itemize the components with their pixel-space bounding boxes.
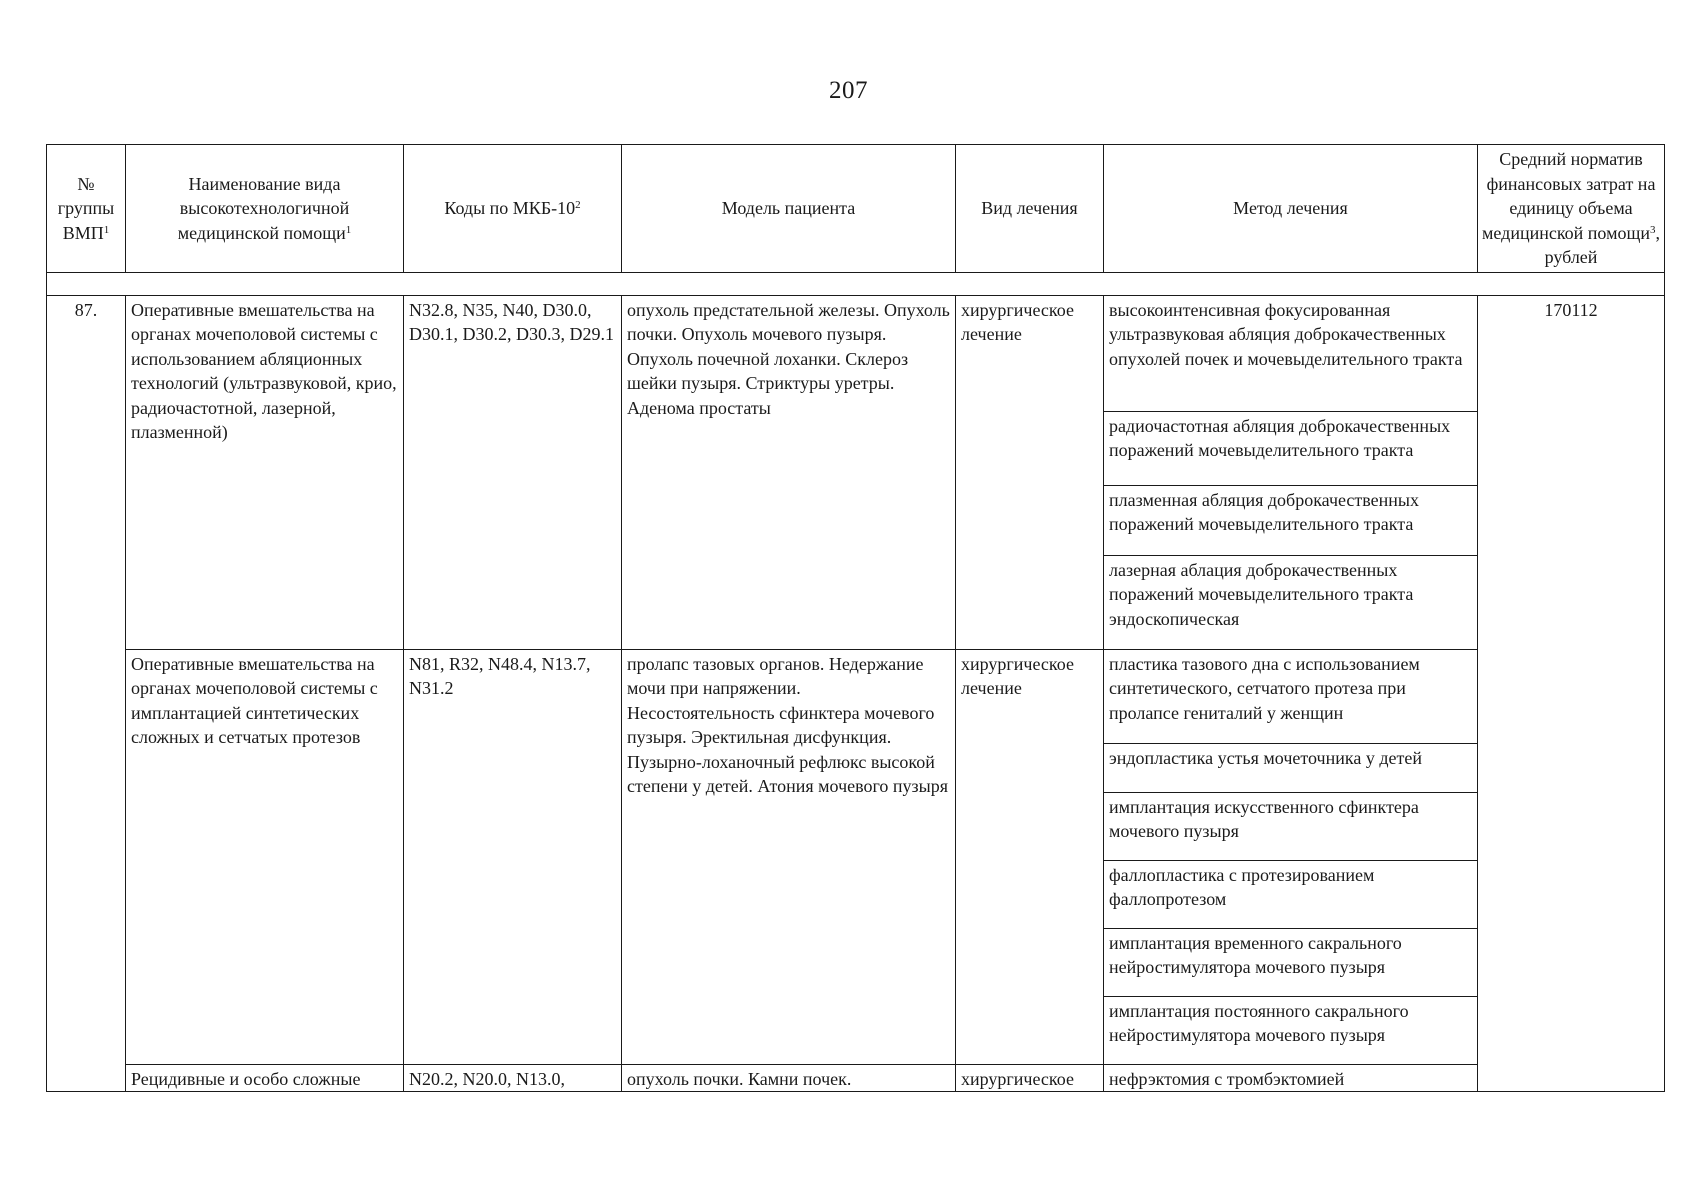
table-header-row [47, 145, 1665, 273]
table-row [47, 649, 1665, 743]
header-type: Вид лечения [956, 145, 1104, 273]
treatment-method: плазменная абляция доброкачественных поражений мочевыделительного тракта [1104, 485, 1478, 555]
treatment-method: нефрэктомия с тромбэктомией [1104, 1064, 1478, 1092]
table-row [47, 1064, 1665, 1092]
treatment-type: хирургическое [956, 1064, 1104, 1092]
header-group: № группы ВМП$^1$ [47, 145, 126, 273]
treatment-method: высокоинтенсивная фокусированная ультразвуковая абляция доброкачественных опухолей почек и мочевыделительного тракта [1104, 295, 1478, 411]
treatment-type: хирургическое лечение [956, 295, 1104, 649]
icd-codes: N81, R32, N48.4, N13.7, N31.2 [404, 649, 622, 1064]
group-number: 87. [47, 295, 126, 1092]
treatment-method: эндопластика устья мочеточника у детей [1104, 743, 1478, 792]
treatment-type: хирургическое лечение [956, 649, 1104, 1064]
table-row [47, 295, 1665, 411]
treatment-method: имплантация временного сакрального нейростимулятора мочевого пузыря [1104, 928, 1478, 996]
treatment-method: лазерная аблация доброкачественных поражений мочевыделительного тракта эндоскопическая [1104, 555, 1478, 649]
treatment-method: пластика тазового дна с использованием синтетического, сетчатого протеза при пролапсе гениталий у женщин [1104, 649, 1478, 743]
patient-model: пролапс тазовых органов. Недержание мочи при напряжении. Несостоятельность сфинктера мочевого пузыря. Эректильная дисфункция. Пузырно-лоханочный рефлюкс высокой степени у детей. Атония мочевого пузыря [622, 649, 956, 1064]
vmp-table [46, 144, 1665, 1092]
icd-codes: N20.2, N20.0, N13.0, [404, 1064, 622, 1092]
icd-codes: N32.8, N35, N40, D30.0, D30.1, D30.2, D30.3, D29.1 [404, 295, 622, 649]
header-cost: Средний норматив финансовых затрат на единицу объема медицинской помощи$^3$, рублей [1478, 145, 1665, 273]
header-model: Модель пациента [622, 145, 956, 273]
vmp-name: Оперативные вмешательства на органах мочеполовой системы с использованием абляционных технологий (ультразвуковой, крио, радиочастотной, лазерной, плазменной) [126, 295, 404, 649]
treatment-method: имплантация постоянного сакрального нейростимулятора мочевого пузыря [1104, 996, 1478, 1064]
treatment-method: фаллопластика с протезированием фаллопротезом [1104, 860, 1478, 928]
header-method: Метод лечения [1104, 145, 1478, 273]
header-codes: Коды по МКБ-$10^2$ [404, 145, 622, 273]
header-name: Наименование вида высокотехнологичной медицинской помощи$^1$ [126, 145, 404, 273]
patient-model: опухоль почки. Камни почек. [622, 1064, 956, 1092]
treatment-method: радиочастотная абляция доброкачественных поражений мочевыделительного тракта [1104, 411, 1478, 485]
patient-model: опухоль предстательной железы. Опухоль почки. Опухоль мочевого пузыря. Опухоль почечной лоханки. Склероз шейки пузыря. Стриктуры уретры. Аденома простаты [622, 295, 956, 649]
page-number: 207 [829, 77, 868, 104]
vmp-name: Оперативные вмешательства на органах мочеполовой системы с имплантацией синтетических сложных и сетчатых протезов [126, 649, 404, 1064]
cost-value: 170112 [1478, 295, 1665, 1092]
treatment-method: имплантация искусственного сфинктера мочевого пузыря [1104, 792, 1478, 860]
vmp-name: Рецидивные и особо сложные [126, 1064, 404, 1092]
header-spacer-row [47, 272, 1665, 295]
